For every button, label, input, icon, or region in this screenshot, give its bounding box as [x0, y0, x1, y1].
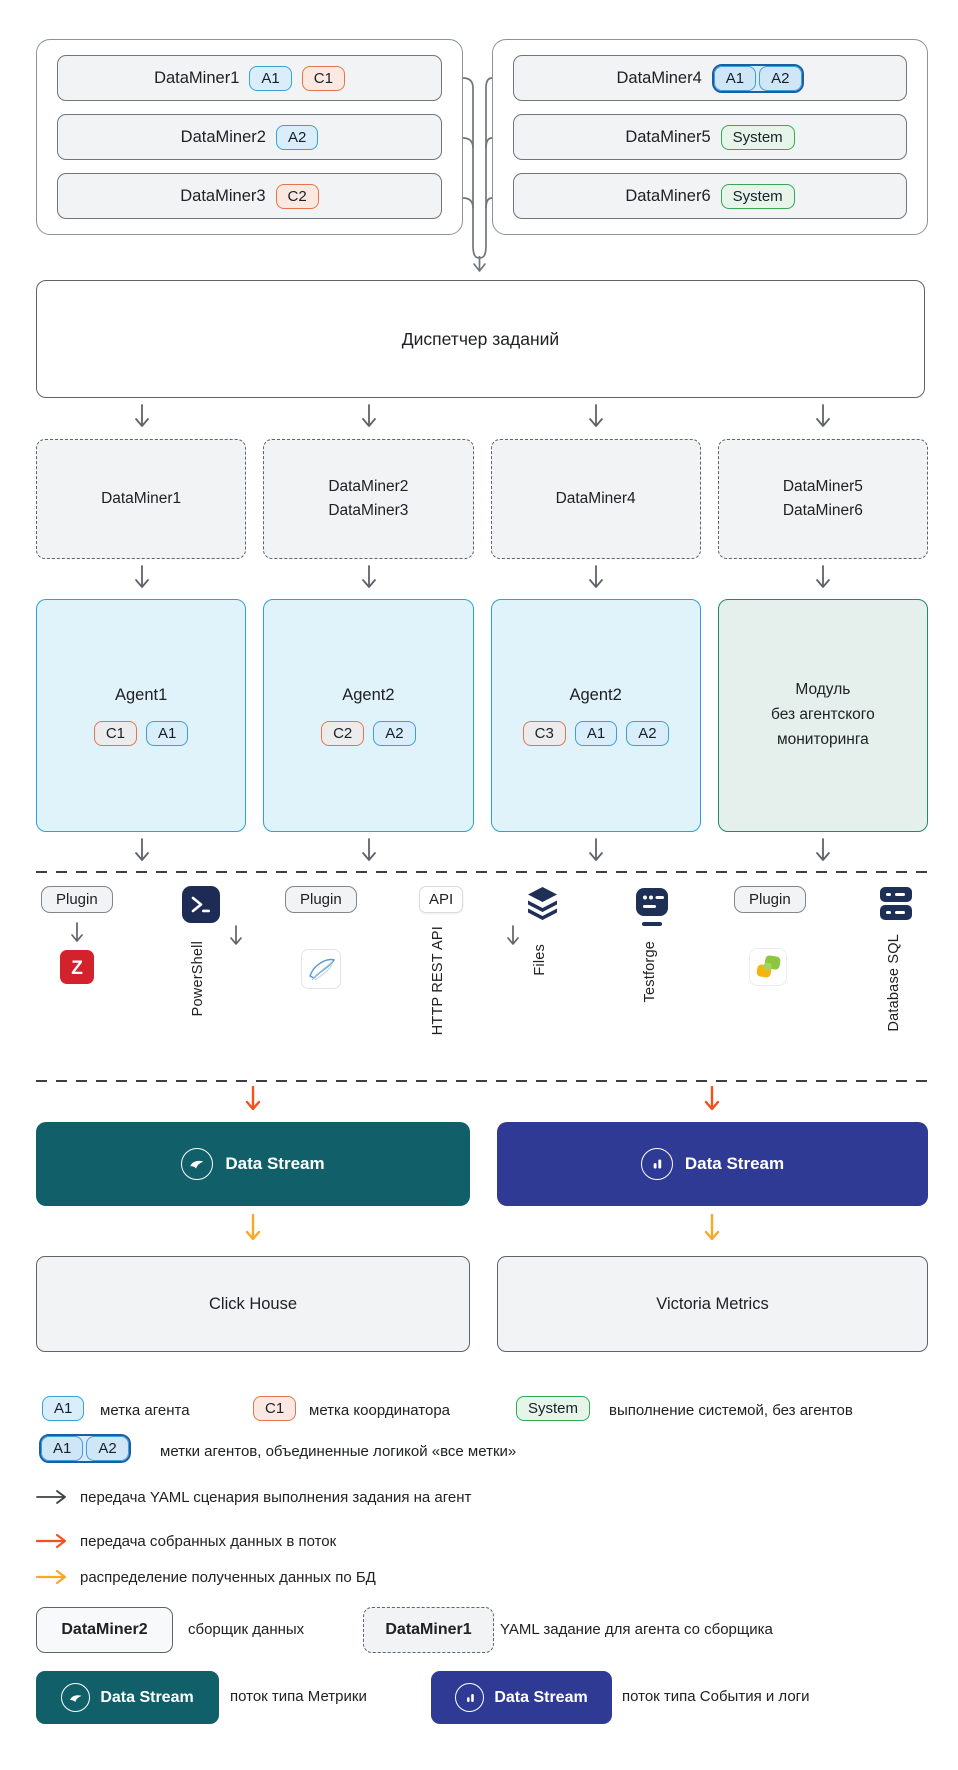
clickhouse-label: Click House	[208, 1294, 298, 1313]
legend-system-tag: System	[516, 1396, 590, 1421]
agent-tag-a2: A2	[276, 125, 318, 150]
plugin-zone-top-divider	[36, 871, 928, 873]
legend-coordinator-tag: C1	[253, 1396, 296, 1421]
legend-events-stream-chip	[431, 1671, 612, 1724]
dataminer2-row	[57, 114, 442, 160]
legend-dataminer-dashed-text: YAML задание для агента со сборщика	[500, 1621, 773, 1638]
dataminer6-row	[513, 173, 907, 219]
task-dispatcher-label: Диспетчер заданий	[401, 328, 560, 349]
plugin-badge-1	[41, 886, 113, 913]
module-label-line: мониторинга	[776, 730, 869, 748]
arrow-down-icon	[360, 838, 378, 868]
legend-dataminer-dashed-label: DataMiner1	[385, 1621, 472, 1638]
coordinator-tag-c2: C2	[276, 184, 319, 209]
sql-server-icon	[301, 949, 341, 989]
arrow-down-amber-icon	[244, 1214, 262, 1248]
http-rest-api-label: HTTP REST API	[430, 926, 446, 1036]
arrow-down-orange-icon	[244, 1086, 262, 1118]
legend-amber-arrow-text: распределение полученных данных по БД	[80, 1569, 376, 1586]
arrow-down-icon	[814, 565, 832, 595]
legend-system-tag-text: выполнение системой, без агентов	[609, 1402, 853, 1419]
legend-dataminer-solid-label: DataMiner2	[61, 1621, 148, 1638]
dataminer-group-right	[492, 39, 928, 235]
dataminer3-row	[57, 173, 442, 219]
arrow-down-icon	[814, 404, 832, 434]
plugin-module-icon	[749, 948, 787, 986]
database-sql-icon	[879, 884, 913, 924]
plugin-badge-2	[285, 886, 357, 913]
plugin-zone-bottom-divider	[36, 1080, 928, 1082]
agent-tags	[321, 721, 416, 746]
coordinator-tag-c2: C2	[321, 721, 364, 746]
task-label: DataMiner2	[328, 477, 409, 495]
arrow-down-icon	[587, 838, 605, 868]
plugin-badge-label: Plugin	[56, 891, 98, 908]
arrow-down-icon	[69, 922, 85, 948]
arrow-down-icon	[814, 838, 832, 868]
legend-combined-tags	[39, 1434, 131, 1463]
api-badge-label: API	[429, 891, 454, 908]
metrics-stream-box	[36, 1122, 470, 1206]
legend-metrics-stream-chip	[36, 1671, 219, 1724]
task-label: DataMiner1	[101, 489, 182, 507]
database-sql-label: Database SQL	[886, 934, 902, 1032]
agent2-box	[263, 599, 473, 832]
arrow-down-icon	[133, 838, 151, 868]
victoria-metrics-box	[497, 1256, 928, 1352]
testforge-label: Testforge	[642, 941, 658, 1003]
arrow-down-orange-icon	[703, 1086, 721, 1118]
arrow-right-amber-icon	[36, 1569, 72, 1585]
agent-tag-a1: A1	[714, 66, 756, 91]
agent-tag-a2: A2	[759, 66, 801, 91]
task-label: DataMiner5	[782, 477, 863, 495]
arrow-down-icon	[133, 565, 151, 595]
dataminer1-label: DataMiner1	[154, 68, 240, 87]
legend-dataminer-solid-text: сборщик данных	[188, 1621, 305, 1638]
agent-tag-a1: A1	[146, 721, 188, 746]
legend-events-stream-label: Data Stream	[494, 1688, 588, 1706]
coordinator-tag-c1: C1	[94, 721, 137, 746]
dataminer3-label: DataMiner3	[180, 186, 266, 205]
zabbix-icon	[60, 950, 94, 984]
coordinator-tag-c1: C1	[302, 66, 345, 91]
dataminer-group-left	[36, 39, 463, 235]
files-icon	[524, 885, 561, 922]
agent-label: Agent1	[114, 685, 168, 704]
stream-label: Data Stream	[684, 1154, 785, 1173]
task-dispatcher-box	[36, 280, 925, 398]
task-boxes-row	[36, 439, 928, 559]
legend-metrics-stream-text: поток типа Метрики	[230, 1688, 367, 1705]
arrow-right-orange-icon	[36, 1533, 72, 1549]
plugin-badge-label: Plugin	[300, 891, 342, 908]
agents-row	[36, 599, 928, 832]
task-label: DataMiner4	[555, 489, 636, 507]
agent-tags	[94, 721, 189, 746]
files-label: Files	[532, 944, 548, 976]
arrow-down-icon	[360, 565, 378, 595]
victoria-metrics-label: Victoria Metrics	[656, 1294, 769, 1313]
powershell-label: PowerShell	[190, 941, 206, 1017]
stream-label: Data Stream	[225, 1154, 325, 1173]
arrow-down-icon	[360, 404, 378, 434]
task-box-dataminer4	[491, 439, 701, 559]
dataminer2-label: DataMiner2	[180, 127, 266, 146]
plugin-badge-3	[734, 886, 806, 913]
agent-label: Agent2	[342, 685, 395, 704]
agent-label: Agent2	[569, 685, 622, 704]
legend-agent-tag-a2: A2	[86, 1436, 128, 1461]
agent-tag-a1: A1	[575, 721, 617, 746]
arrow-down-icon	[505, 925, 521, 951]
dataminer5-label: DataMiner5	[625, 127, 711, 146]
events-stream-icon	[641, 1148, 673, 1180]
legend-combined-tags-text: метки агентов, объединенные логикой «все метки»	[160, 1443, 517, 1460]
coordinator-tag-c3: C3	[523, 721, 566, 746]
task-label: DataMiner6	[782, 502, 863, 519]
legend-agent-tag-text: метка агента	[100, 1402, 190, 1419]
merge-connector-lines	[447, 50, 517, 285]
legend-agent-tag-a1: A1	[41, 1436, 83, 1461]
arrow-down-icon	[587, 565, 605, 595]
agent-tag-a2: A2	[626, 721, 668, 746]
agent1-box	[36, 599, 246, 832]
testforge-icon	[634, 886, 670, 928]
module-label-line: Модуль	[795, 681, 851, 699]
agent2b-box	[491, 599, 701, 832]
legend-metrics-stream-label: Data Stream	[100, 1688, 194, 1706]
system-tag: System	[721, 125, 795, 150]
legend-yaml-arrow-text: передача YAML сценария выполнения задания на агент	[80, 1489, 472, 1506]
dataminer6-label: DataMiner6	[625, 186, 711, 205]
powershell-icon	[182, 886, 220, 923]
api-badge	[419, 886, 463, 913]
arrow-down-icon	[228, 925, 244, 951]
dataminer1-row	[57, 55, 442, 101]
combined-agent-tags	[712, 64, 804, 93]
legend-orange-arrow-text: передача собранных данных в поток	[80, 1533, 337, 1550]
arrow-right-gray-icon	[36, 1489, 72, 1505]
task-label: DataMiner3	[328, 502, 409, 519]
events-stream-box	[497, 1122, 928, 1206]
arrow-down-amber-icon	[703, 1214, 721, 1248]
task-box-dataminer2-3	[263, 439, 473, 559]
module-label-line: без агентского	[771, 706, 875, 724]
clickhouse-box	[36, 1256, 470, 1352]
arrow-down-icon	[133, 404, 151, 434]
dataminer4-row	[513, 55, 907, 101]
legend-coordinator-tag-text: метка координатора	[309, 1402, 450, 1419]
agent-tag-a2: A2	[373, 721, 415, 746]
task-box-dataminer5-6	[718, 439, 928, 559]
agent-tag-a1: A1	[249, 66, 291, 91]
task-box-dataminer1	[36, 439, 246, 559]
agentless-module-box	[718, 599, 928, 832]
agent-tags	[523, 721, 669, 746]
system-tag: System	[721, 184, 795, 209]
svg-text:Z: Z	[71, 958, 83, 979]
legend-agent-tag: A1	[42, 1396, 84, 1421]
dataminer5-row	[513, 114, 907, 160]
metrics-stream-icon	[61, 1683, 90, 1712]
legend-dataminer-solid-box	[36, 1607, 173, 1653]
plugin-badge-label: Plugin	[749, 891, 791, 908]
dataminer4-label: DataMiner4	[616, 68, 702, 87]
events-stream-icon	[455, 1683, 484, 1712]
legend-events-stream-text: поток типа События и логи	[622, 1688, 810, 1705]
metrics-stream-icon	[181, 1148, 213, 1180]
legend-dataminer-dashed-box	[363, 1607, 494, 1653]
arrow-down-icon	[587, 404, 605, 434]
